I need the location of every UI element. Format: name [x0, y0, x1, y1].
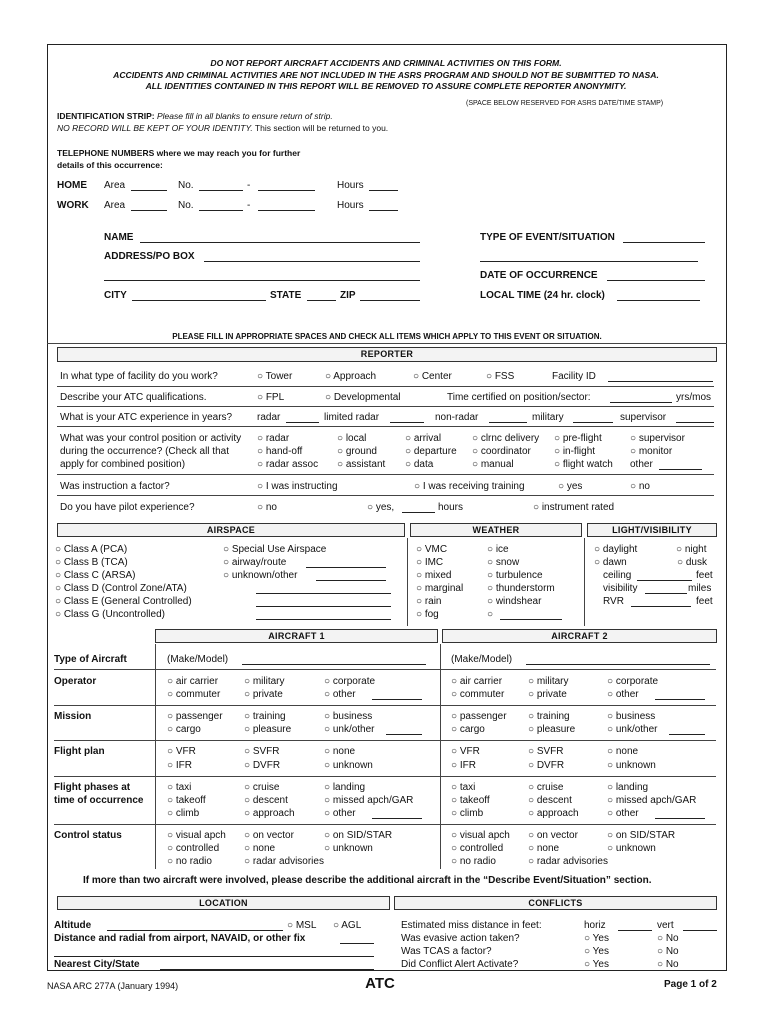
ac2-plan-dvfr[interactable]: ○ DVFR	[528, 760, 565, 771]
q-position-1: What was your control position or activity	[60, 433, 242, 444]
ac2-control-controlled[interactable]: ○ controlled	[451, 843, 504, 854]
divider	[47, 343, 727, 344]
home-area-field[interactable]	[131, 180, 167, 191]
ac2-phase-cruise[interactable]: ○ cruise	[528, 782, 564, 793]
state-field[interactable]	[307, 290, 336, 301]
q-experience: What is your ATC experience in years?	[60, 412, 233, 423]
ac1-operator-other[interactable]: ○ other	[324, 689, 356, 700]
pos-clearance-delivery[interactable]: ○ clrnc delivery	[472, 433, 540, 444]
ac2-operator-military[interactable]: ○ military	[528, 676, 569, 687]
ac1-control-controlled[interactable]: ○ controlled	[167, 843, 220, 854]
weather-vmc[interactable]: ○ VMC	[416, 544, 448, 555]
instr-instructing[interactable]: ○ I was instructing	[257, 481, 338, 492]
address-label: ADDRESS/PO BOX	[104, 251, 195, 262]
distance-radial-field[interactable]	[340, 933, 374, 944]
row-rule	[54, 740, 716, 741]
ac1-plan-unknown[interactable]: ○ unknown	[324, 760, 373, 771]
yrs-mos-label: yrs/mos	[676, 392, 711, 403]
ac1-control-on-vector[interactable]: ○ on vector	[244, 830, 294, 841]
exp-supervisor-label: supervisor	[620, 412, 667, 423]
address-field-2[interactable]	[104, 270, 420, 281]
weather-ice[interactable]: ○ ice	[487, 544, 509, 555]
exp-non-radar-label: non-radar	[435, 412, 479, 423]
alert-yes[interactable]: ○ Yes	[584, 959, 609, 970]
ac1-plan-ifr[interactable]: ○ IFR	[167, 760, 192, 771]
ac1-control-no-radio[interactable]: ○ no radio	[167, 856, 212, 867]
aircraft-2-header: AIRCRAFT 2	[442, 629, 717, 643]
row-mission: Mission	[54, 711, 92, 722]
fill-instruction: PLEASE FILL IN APPROPRIATE SPACES AND CHECK ALL ITEMS WHICH APPLY TO THIS EVENT OR SITUATION.	[172, 332, 602, 341]
date-field[interactable]	[607, 270, 705, 281]
pos-assistant[interactable]: ○ assistant	[337, 459, 386, 470]
work-number-field[interactable]	[258, 200, 315, 211]
date-label: DATE OF OCCURRENCE	[480, 270, 598, 281]
ident-strip-text: Please fill in all blanks to ensure return of strip.	[156, 111, 333, 121]
airspace-class-e[interactable]: ○ Class E (General Controlled)	[55, 596, 192, 607]
ac1-mission-passenger[interactable]: ○ passenger	[167, 711, 223, 722]
aircraft-1-header: AIRCRAFT 1	[155, 629, 438, 643]
pos-ground[interactable]: ○ ground	[337, 446, 377, 457]
weather-other-field[interactable]	[500, 609, 562, 620]
ac2-plan-vfr[interactable]: ○ VFR	[451, 746, 480, 757]
ac1-mission-training[interactable]: ○ training	[244, 711, 286, 722]
ac2-phase-approach[interactable]: ○ approach	[528, 808, 579, 819]
column-rule	[407, 538, 408, 626]
ac1-phase-approach[interactable]: ○ approach	[244, 808, 295, 819]
ac2-mission-cargo[interactable]: ○ cargo	[451, 724, 485, 735]
row-rule	[57, 386, 714, 387]
q-tcas: Was TCAS a factor?	[401, 946, 492, 957]
ac2-operator-other[interactable]: ○ other	[607, 689, 639, 700]
ac2-mission-passenger[interactable]: ○ passenger	[451, 711, 507, 722]
instr-yes[interactable]: ○ yes	[558, 481, 583, 492]
row-rule	[54, 669, 716, 670]
ac2-operator-air-carrier[interactable]: ○ air carrier	[451, 676, 503, 687]
ac1-make-model-field[interactable]	[242, 654, 426, 665]
pos-radar-assoc[interactable]: ○ radar assoc	[257, 459, 319, 470]
row-rule	[57, 495, 714, 496]
row-type-of-aircraft: Type of Aircraft	[54, 654, 127, 665]
rvr-field[interactable]	[631, 596, 691, 607]
ac2-phase-other[interactable]: ○ other	[607, 808, 639, 819]
ac2-phase-climb[interactable]: ○ climb	[451, 808, 484, 819]
altitude-field[interactable]	[107, 920, 283, 931]
rvr-feet: feet	[696, 596, 713, 607]
phone-instructions-2: details of this occurrence:	[57, 160, 163, 170]
airspace-special-use[interactable]: ○ Special Use Airspace	[223, 544, 327, 555]
ac2-operator-private[interactable]: ○ private	[528, 689, 567, 700]
ac2-mission-pleasure[interactable]: ○ pleasure	[528, 724, 576, 735]
ac1-operator-private[interactable]: ○ private	[244, 689, 283, 700]
ac2-phase-descent[interactable]: ○ descent	[528, 795, 572, 806]
airspace-header: AIRSPACE	[57, 523, 405, 537]
pos-radar[interactable]: ○ radar	[257, 433, 290, 444]
pos-departure[interactable]: ○ departure	[405, 446, 457, 457]
ac1-mission-other-field[interactable]	[386, 724, 422, 735]
exp-limited-radar-label: limited radar	[324, 412, 380, 423]
home-prefix-field[interactable]	[199, 180, 243, 191]
ac1-operator-military[interactable]: ○ military	[244, 676, 285, 687]
vert-label: vert	[657, 920, 674, 931]
facility-id-field[interactable]	[608, 371, 713, 382]
reporter-header: REPORTER	[57, 347, 717, 362]
ac1-mission-cargo[interactable]: ○ cargo	[167, 724, 201, 735]
ac1-phase-other[interactable]: ○ other	[324, 808, 356, 819]
pilot-hours-label: hours	[438, 502, 464, 513]
ac2-control-on-sid-star[interactable]: ○ on SID/STAR	[607, 830, 676, 841]
column-rule	[584, 538, 585, 626]
ac2-plan-svfr[interactable]: ○ SVFR	[528, 746, 564, 757]
airspace-class-b[interactable]: ○ Class B (TCA)	[55, 557, 128, 568]
ac2-make-model-label: (Make/Model)	[451, 654, 513, 665]
pilot-instrument-rated[interactable]: ○ instrument rated	[533, 502, 615, 513]
home-area-label: Area	[104, 180, 126, 191]
facility-center[interactable]: ○ Center	[413, 371, 452, 382]
ac1-phase-missed-apch[interactable]: ○ missed apch/GAR	[324, 795, 414, 806]
exp-radar-field[interactable]	[286, 412, 319, 423]
reserved-note: (SPACE BELOW RESERVED FOR ASRS DATE/TIME STAMP)	[466, 100, 664, 107]
facility-id-label: Facility ID	[552, 371, 596, 382]
evasive-no[interactable]: ○ No	[657, 933, 679, 944]
local-time-field[interactable]	[617, 290, 700, 301]
tcas-no[interactable]: ○ No	[657, 946, 679, 957]
light-night[interactable]: ○ night	[676, 544, 707, 555]
exp-supervisor-field[interactable]	[676, 412, 714, 423]
facility-fss[interactable]: ○ FSS	[486, 371, 515, 382]
alert-no[interactable]: ○ No	[657, 959, 679, 970]
airspace-blank-1[interactable]	[256, 583, 391, 594]
visibility-field[interactable]	[645, 583, 687, 594]
q-position-3: apply for combined position)	[60, 459, 186, 470]
q-conflict-alert: Did Conflict Alert Activate?	[401, 959, 519, 970]
pos-monitor[interactable]: ○ monitor	[630, 446, 673, 457]
miss-distance-label: Estimated miss distance in feet:	[401, 920, 542, 931]
light-dawn[interactable]: ○ dawn	[594, 557, 627, 568]
location-header: LOCATION	[57, 896, 390, 910]
ac1-mission-business[interactable]: ○ business	[324, 711, 373, 722]
ac1-plan-svfr[interactable]: ○ SVFR	[244, 746, 280, 757]
pos-supervisor[interactable]: ○ supervisor	[630, 433, 685, 444]
ac1-plan-vfr[interactable]: ○ VFR	[167, 746, 196, 757]
airway-route-field[interactable]	[306, 557, 386, 568]
pos-hand-off[interactable]: ○ hand-off	[257, 446, 303, 457]
airspace-class-d[interactable]: ○ Class D (Control Zone/ATA)	[55, 583, 187, 594]
altitude-label: Altitude	[54, 920, 92, 931]
weather-other[interactable]: ○	[487, 609, 494, 620]
tcas-yes[interactable]: ○ Yes	[584, 946, 609, 957]
header-line-1: DO NOT REPORT AIRCRAFT ACCIDENTS AND CRIMINAL ACTIVITIES ON THIS FORM.	[210, 58, 562, 68]
weather-turbulence[interactable]: ○ turbulence	[487, 570, 543, 581]
weather-imc[interactable]: ○ IMC	[416, 557, 444, 568]
work-dash: -	[247, 200, 251, 211]
column-rule	[155, 644, 156, 869]
ac1-operator-air-carrier[interactable]: ○ air carrier	[167, 676, 219, 687]
work-label: WORK	[57, 200, 89, 211]
evasive-yes[interactable]: ○ Yes	[584, 933, 609, 944]
weather-windshear[interactable]: ○ windshear	[487, 596, 542, 607]
conflicts-header: CONFLICTS	[394, 896, 717, 910]
phone-instructions-1: TELEPHONE NUMBERS where we may reach you for further	[57, 148, 301, 158]
header-line-2: ACCIDENTS AND CRIMINAL ACTIVITIES ARE NOT INCLUDED IN THE ASRS PROGRAM AND SHOULD NOT BE SUBMITTED TO NASA.	[113, 70, 659, 80]
weather-header: WEATHER	[410, 523, 582, 537]
instr-receiving[interactable]: ○ I was receiving training	[414, 481, 525, 492]
ac1-phase-landing[interactable]: ○ landing	[324, 782, 366, 793]
ac1-operator-other-field[interactable]	[372, 689, 422, 700]
ac2-control-unknown[interactable]: ○ unknown	[607, 843, 656, 854]
event-type-label: TYPE OF EVENT/SITUATION	[480, 232, 615, 243]
instr-no[interactable]: ○ no	[630, 481, 650, 492]
ident-strip-returned: This section will be returned to you.	[254, 123, 389, 133]
home-no-label: No.	[178, 180, 194, 191]
airspace-airway-route[interactable]: ○ airway/route	[223, 557, 287, 568]
home-hours-label: Hours	[337, 180, 364, 191]
work-area-field[interactable]	[131, 200, 167, 211]
distance-radial-field-2[interactable]	[54, 946, 374, 957]
q-evasive: Was evasive action taken?	[401, 933, 520, 944]
ac2-phase-other-field[interactable]	[655, 808, 705, 819]
work-area-label: Area	[104, 200, 126, 211]
work-hours-label: Hours	[337, 200, 364, 211]
ac1-operator-commuter[interactable]: ○ commuter	[167, 689, 221, 700]
pos-local[interactable]: ○ local	[337, 433, 367, 444]
ac1-mission-unk-other[interactable]: ○ unk/other	[324, 724, 375, 735]
airspace-unknown-other[interactable]: ○ unknown/other	[223, 570, 298, 581]
row-flight-plan: Flight plan	[54, 746, 105, 757]
ac2-mission-training[interactable]: ○ training	[528, 711, 570, 722]
ident-strip-label: IDENTIFICATION STRIP:	[57, 111, 155, 121]
name-field[interactable]	[140, 232, 420, 243]
pos-other-label: other	[630, 459, 653, 470]
ac2-mission-business[interactable]: ○ business	[607, 711, 656, 722]
pilot-no[interactable]: ○ no	[257, 502, 277, 513]
vert-field[interactable]	[683, 920, 717, 931]
ac2-phase-takeoff[interactable]: ○ takeoff	[451, 795, 490, 806]
ceiling-field[interactable]	[637, 570, 692, 581]
qual-fpl[interactable]: ○ FPL	[257, 392, 285, 403]
airspace-class-a[interactable]: ○ Class A (PCA)	[55, 544, 128, 555]
local-time-label: LOCAL TIME (24 hr. clock)	[480, 290, 605, 301]
ac1-control-unknown[interactable]: ○ unknown	[324, 843, 373, 854]
facility-approach[interactable]: ○ Approach	[325, 371, 377, 382]
home-number-field[interactable]	[258, 180, 315, 191]
pos-flight-watch[interactable]: ○ flight watch	[554, 459, 613, 470]
exp-non-radar-field[interactable]	[489, 412, 527, 423]
row-flight-phases-1: Flight phases at	[54, 782, 131, 793]
ac2-operator-other-field[interactable]	[655, 689, 705, 700]
form-id: NASA ARC 277A (January 1994)	[47, 981, 179, 991]
light-daylight[interactable]: ○ daylight	[594, 544, 638, 555]
column-rule	[440, 644, 441, 869]
weather-thunderstorm[interactable]: ○ thunderstorm	[487, 583, 555, 594]
pos-other-field[interactable]	[659, 459, 702, 470]
rvr-label: RVR	[603, 596, 624, 607]
weather-snow[interactable]: ○ snow	[487, 557, 520, 568]
visibility-label: visibility	[603, 583, 638, 594]
ac1-phase-cruise[interactable]: ○ cruise	[244, 782, 280, 793]
zip-field[interactable]	[360, 290, 420, 301]
horiz-field[interactable]	[618, 920, 652, 931]
ac2-control-on-vector[interactable]: ○ on vector	[528, 830, 578, 841]
pos-arrival[interactable]: ○ arrival	[405, 433, 442, 444]
event-type-field-2[interactable]	[480, 251, 698, 262]
q-qualifications: Describe your ATC qualifications.	[60, 392, 207, 403]
ceiling-feet: feet	[696, 570, 713, 581]
row-rule	[54, 776, 716, 777]
ac2-operator-commuter[interactable]: ○ commuter	[451, 689, 505, 700]
form-type: ATC	[365, 975, 395, 992]
ac2-phase-landing[interactable]: ○ landing	[607, 782, 649, 793]
name-label: NAME	[104, 232, 134, 243]
ac1-control-radar-advisories[interactable]: ○ radar advisories	[244, 856, 324, 867]
nearest-city-field[interactable]	[160, 959, 374, 970]
ac2-mission-unk-other[interactable]: ○ unk/other	[607, 724, 658, 735]
ac2-control-radar-advisories[interactable]: ○ radar advisories	[528, 856, 608, 867]
ac2-mission-other-field[interactable]	[669, 724, 705, 735]
ac1-phase-descent[interactable]: ○ descent	[244, 795, 288, 806]
distance-radial-label: Distance and radial from airport, NAVAID, or other fix	[54, 933, 306, 944]
light-dusk[interactable]: ○ dusk	[677, 557, 707, 568]
page-number: Page 1 of 2	[664, 979, 717, 990]
state-label: STATE	[270, 290, 302, 301]
home-label: HOME	[57, 180, 87, 191]
row-rule	[57, 474, 714, 475]
row-rule	[57, 406, 714, 407]
facility-tower[interactable]: ○ Tower	[257, 371, 293, 382]
ac2-make-model-field[interactable]	[526, 654, 710, 665]
work-hours-field[interactable]	[369, 200, 398, 211]
weather-marginal[interactable]: ○ marginal	[416, 583, 464, 594]
ac2-phase-taxi[interactable]: ○ taxi	[451, 782, 476, 793]
ac2-plan-ifr[interactable]: ○ IFR	[451, 760, 476, 771]
ac1-phase-takeoff[interactable]: ○ takeoff	[167, 795, 206, 806]
weather-fog[interactable]: ○ fog	[416, 609, 439, 620]
pos-coordinator[interactable]: ○ coordinator	[472, 446, 531, 457]
ac1-control-none[interactable]: ○ none	[244, 843, 276, 854]
city-label: CITY	[104, 290, 127, 301]
q-facility: In what type of facility do you work?	[60, 371, 218, 382]
ac2-control-visual-apch[interactable]: ○ visual apch	[451, 830, 510, 841]
light-visibility-header: LIGHT/VISIBILITY	[587, 523, 717, 537]
row-operator: Operator	[54, 676, 97, 687]
airspace-blank-3[interactable]	[256, 609, 391, 620]
row-control-status: Control status	[54, 830, 122, 841]
ident-strip-no-record: NO RECORD WILL BE KEPT OF YOUR IDENTITY.	[57, 123, 253, 133]
pilot-hours-field[interactable]	[402, 502, 435, 513]
pilot-yes[interactable]: ○ yes,	[367, 502, 395, 513]
airspace-class-g[interactable]: ○ Class G (Uncontrolled)	[55, 609, 165, 620]
ac2-control-none[interactable]: ○ none	[528, 843, 560, 854]
zip-label: ZIP	[340, 290, 356, 301]
ac1-make-model-label: (Make/Model)	[167, 654, 229, 665]
time-certified-label: Time certified on position/sector:	[447, 392, 591, 403]
time-certified-field[interactable]	[610, 392, 672, 403]
row-rule	[57, 426, 714, 427]
home-dash: -	[247, 180, 251, 191]
ac1-plan-none[interactable]: ○ none	[324, 746, 356, 757]
horiz-label: horiz	[584, 920, 606, 931]
ident-strip-line-2	[57, 122, 388, 134]
row-rule	[54, 824, 716, 825]
ac2-control-no-radio[interactable]: ○ no radio	[451, 856, 496, 867]
ac1-mission-pleasure[interactable]: ○ pleasure	[244, 724, 292, 735]
exp-military-label: military	[532, 412, 564, 423]
ac1-control-visual-apch[interactable]: ○ visual apch	[167, 830, 226, 841]
ac2-phase-missed-apch[interactable]: ○ missed apch/GAR	[607, 795, 697, 806]
weather-rain[interactable]: ○ rain	[416, 596, 442, 607]
row-flight-phases-2: time of occurrence	[54, 795, 144, 806]
pos-data[interactable]: ○ data	[405, 459, 434, 470]
exp-radar-label: radar	[257, 412, 281, 423]
unknown-other-field[interactable]	[316, 570, 386, 581]
pos-in-flight[interactable]: ○ in-flight	[554, 446, 596, 457]
pos-pre-flight[interactable]: ○ pre-flight	[554, 433, 602, 444]
event-type-field[interactable]	[623, 232, 705, 243]
ac2-plan-none[interactable]: ○ none	[607, 746, 639, 757]
qual-developmental[interactable]: ○ Developmental	[325, 392, 401, 403]
nearest-city-label: Nearest City/State	[54, 959, 140, 970]
exp-military-field[interactable]	[573, 412, 613, 423]
pos-manual[interactable]: ○ manual	[472, 459, 514, 470]
ac1-plan-dvfr[interactable]: ○ DVFR	[244, 760, 281, 771]
address-field[interactable]	[204, 251, 420, 262]
additional-aircraft-note: If more than two aircraft were involved, please describe the additional aircraft in the “Describe Event/Situation” section.	[83, 875, 652, 886]
row-rule	[54, 705, 716, 706]
ac1-phase-other-field[interactable]	[372, 808, 422, 819]
ident-strip-line-1	[57, 110, 333, 122]
weather-mixed[interactable]: ○ mixed	[416, 570, 452, 581]
q-position-2: during the occurrence? (Check all that	[60, 446, 229, 457]
header-line-3: ALL IDENTITIES CONTAINED IN THIS REPORT WILL BE REMOVED TO ASSURE COMPLETE REPORTER ANONYMITY.	[145, 81, 627, 91]
ceiling-label: ceiling	[603, 570, 632, 581]
work-no-label: No.	[178, 200, 194, 211]
q-pilot: Do you have pilot experience?	[60, 502, 195, 513]
airspace-blank-2[interactable]	[256, 596, 391, 607]
visibility-miles: miles	[688, 583, 712, 594]
ac1-operator-corporate[interactable]: ○ corporate	[324, 676, 376, 687]
home-hours-field[interactable]	[369, 180, 398, 191]
city-field[interactable]	[132, 290, 266, 301]
work-prefix-field[interactable]	[199, 200, 243, 211]
ac2-plan-unknown[interactable]: ○ unknown	[607, 760, 656, 771]
ac1-phase-taxi[interactable]: ○ taxi	[167, 782, 192, 793]
altitude-msl[interactable]: ○ MSL	[287, 920, 317, 931]
q-instruction: Was instruction a factor?	[60, 481, 170, 492]
exp-limited-radar-field[interactable]	[390, 412, 424, 423]
ac2-operator-corporate[interactable]: ○ corporate	[607, 676, 659, 687]
airspace-class-c[interactable]: ○ Class C (ARSA)	[55, 570, 136, 581]
ac1-phase-climb[interactable]: ○ climb	[167, 808, 200, 819]
altitude-agl[interactable]: ○ AGL	[333, 920, 362, 931]
ac1-control-on-sid-star[interactable]: ○ on SID/STAR	[324, 830, 393, 841]
